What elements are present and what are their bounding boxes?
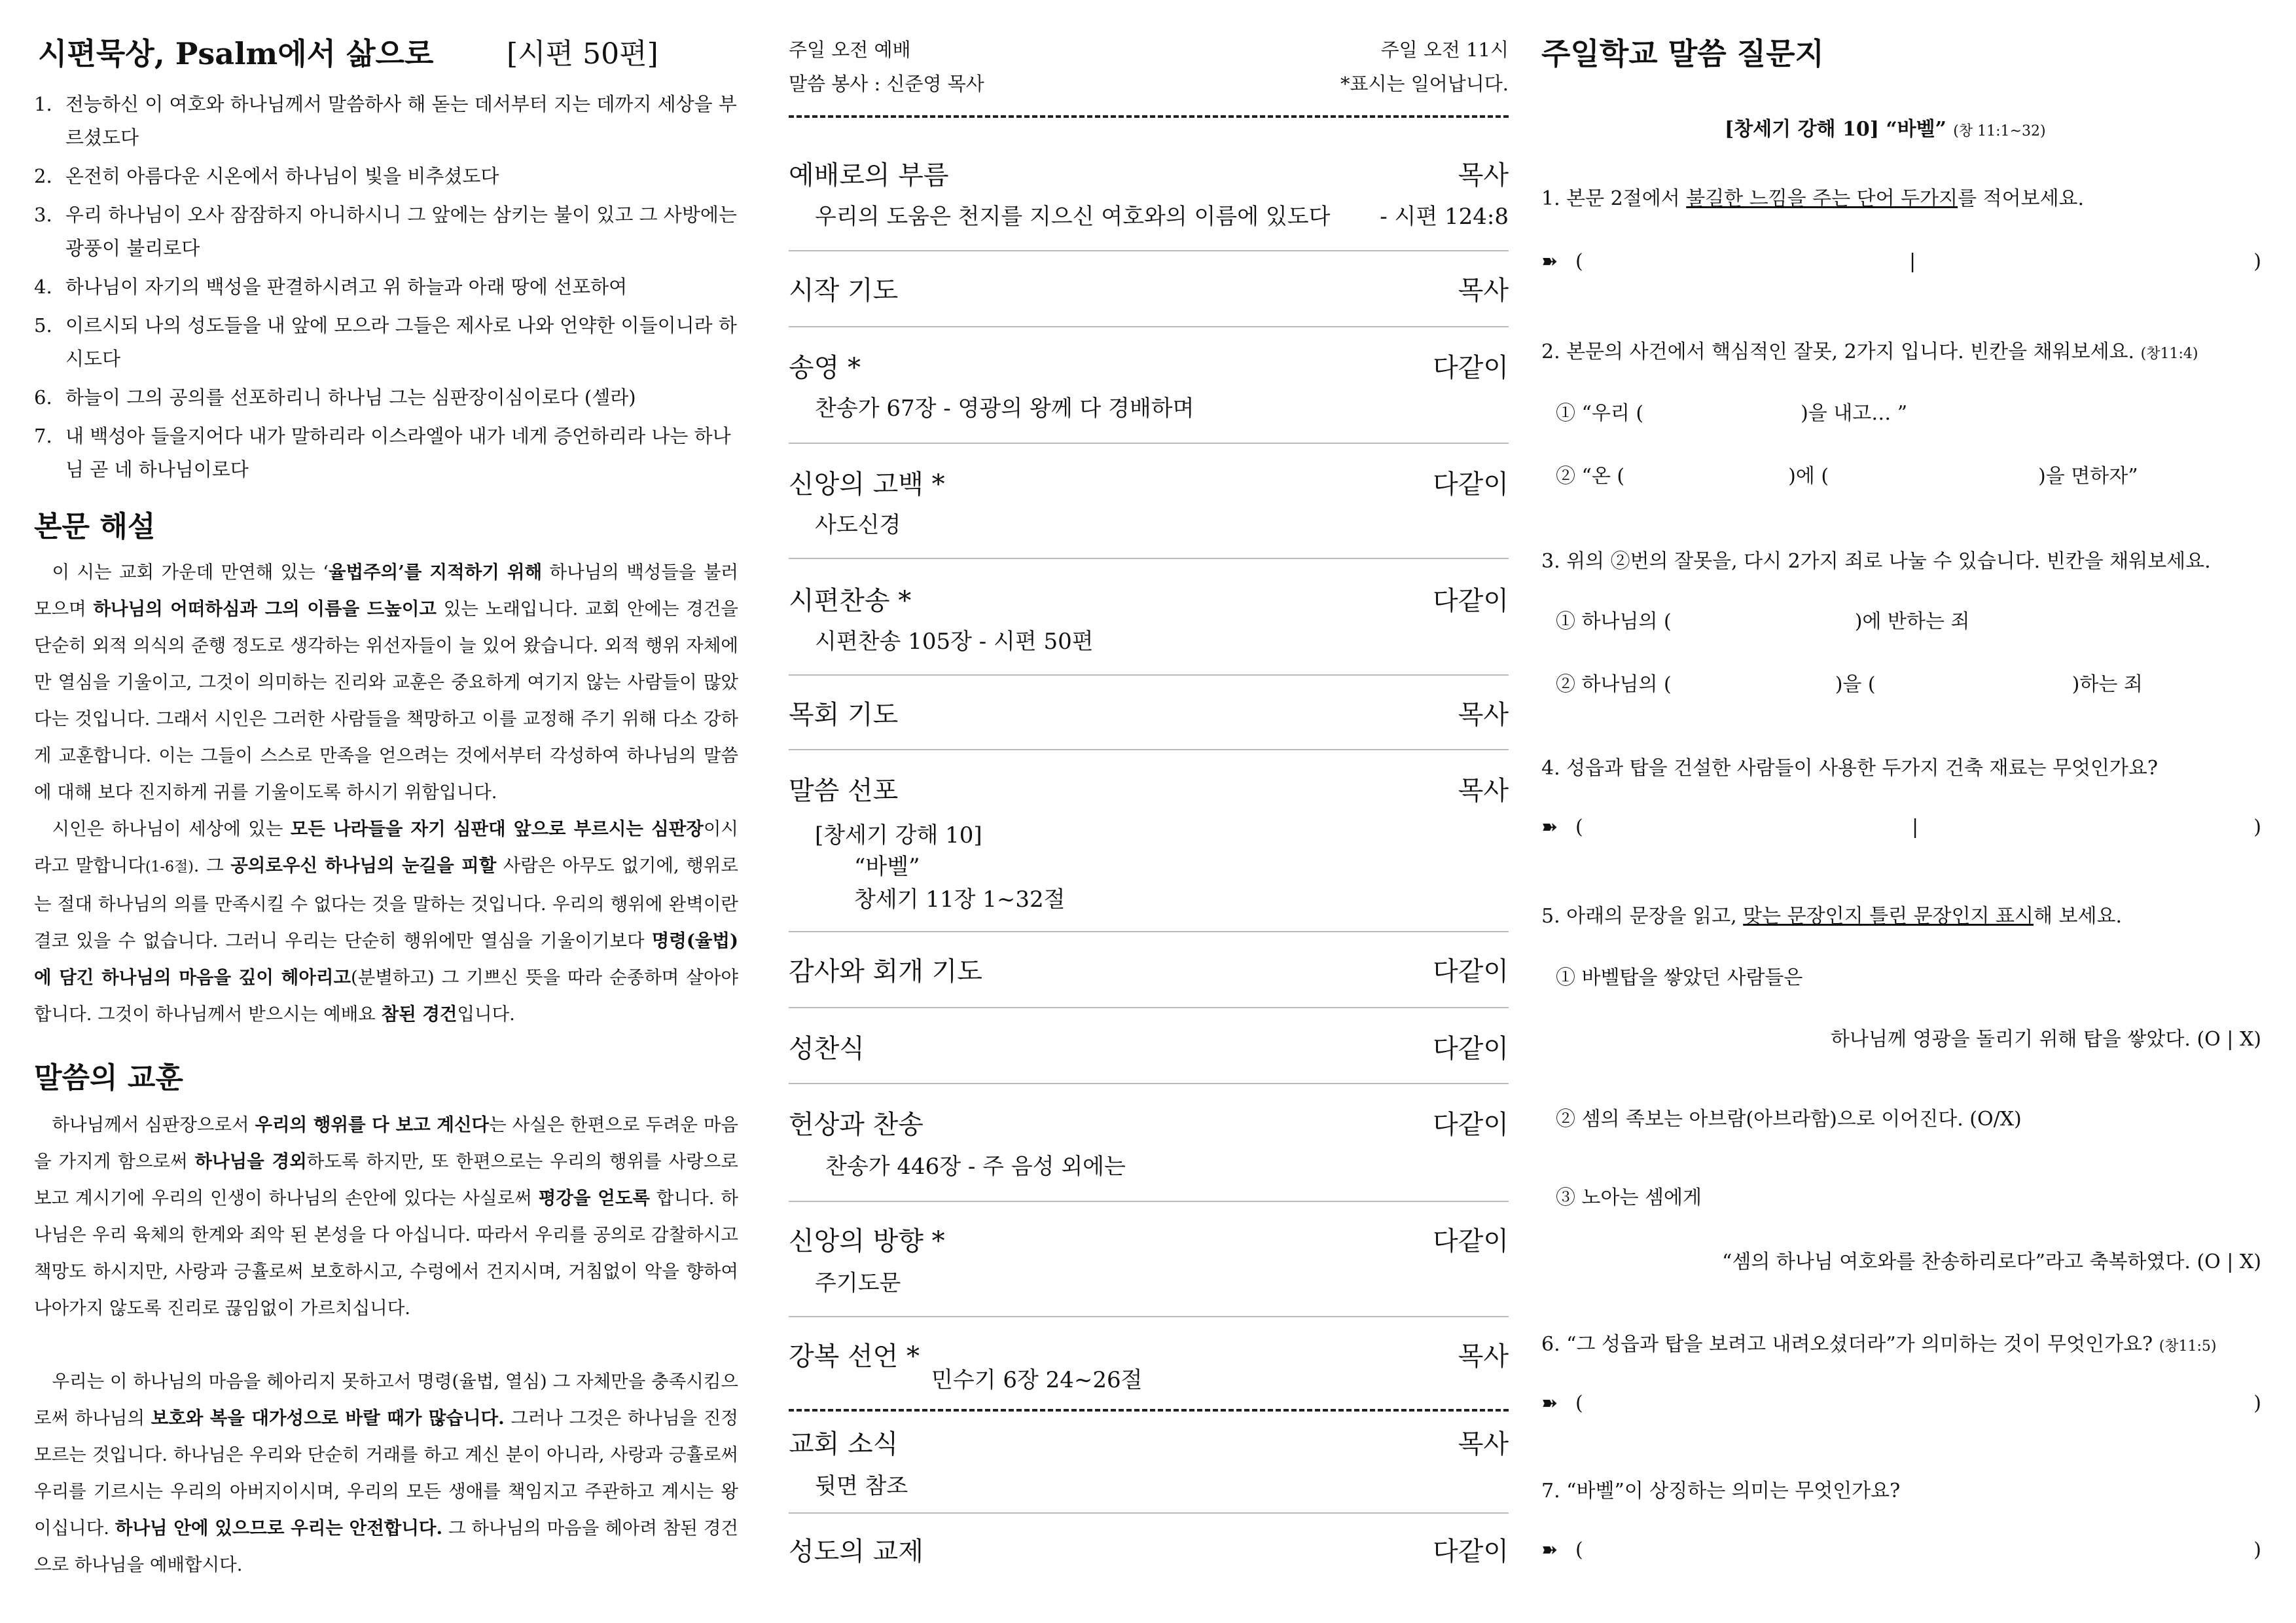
answer-line-7[interactable] — [1541, 1539, 2261, 1565]
arrow-icon: ➽ — [1541, 250, 1558, 273]
dashed-divider — [789, 115, 1509, 118]
item-role: 목사 — [1458, 276, 1509, 306]
open-paren: ( — [1575, 1392, 1583, 1415]
text-run: 있는 노래입니다. 교회 안에는 경건을 단순히 외적 의식의 준행 정도로 생각하는 위선자들이 늘 있어 왔습니다. 외적 행위 자체에만 열심을 기울이고, 그것이 의미하는 진리와 교훈은 중요하게 여기지 않는 사람들이 많았다는 것입니다. 그래서 시인은 그러한 사람들을 책망하고 이를 교정해 주기 위해 다소 강하게 교훈합니다. 이는 그들이 스스로 만족을 얻으려는 것에서부터 각성하여 하나님의 말씀에 대해 보다 진지하게 귀를 기울이도록 하시기 위함입니다. — [34, 598, 738, 803]
verse-item — [34, 381, 741, 414]
lesson-heading: 말씀의 교훈 — [34, 1061, 183, 1095]
text-run: )하는 죄 — [2072, 673, 2143, 696]
question-2-blank-1[interactable] — [1556, 397, 1907, 426]
service-name: 주일 오전 예배 — [789, 39, 911, 61]
verse-number: 3. — [34, 204, 52, 226]
verse-number: 5. — [34, 314, 52, 337]
emphasis-text: 명령(율법)에 담긴 하나님의 마음을 깊이 헤아리고 — [34, 930, 738, 988]
question-4: 4. 성읍과 탑을 건설한 사람들이 사용한 두가지 건축 재료는 무엇인가요? — [1541, 757, 2158, 780]
item-divider — [789, 1512, 1509, 1514]
question-3: 3. 위의 ②번의 잘못을, 다시 2가지 죄로 나눌 수 있습니다. 빈칸을 채워보세요. — [1541, 550, 2211, 573]
item-detail: 민수기 6장 24~26절 — [931, 1367, 1143, 1393]
item-role: 목사 — [1458, 1341, 1509, 1372]
item-divider — [789, 1316, 1509, 1317]
item-role: 목사 — [1458, 700, 1509, 730]
item-role: 목사 — [1458, 1429, 1509, 1459]
text-run: 이 시는 교회 가운데 만연해 있는 ‘ — [52, 562, 329, 583]
question-7: 7. “바벨”이 상징하는 의미는 무엇인가요? — [1541, 1480, 1901, 1503]
item-role: 다같이 — [1433, 1537, 1509, 1567]
text-run: 그 하나님의 마음을 헤아려 참된 경건으로 하나님을 예배합시다. — [34, 1518, 738, 1575]
lesson-paragraph-2 — [34, 1363, 738, 1583]
item-divider — [789, 443, 1509, 444]
item-divider — [789, 250, 1509, 251]
exposition-paragraph-2 — [34, 811, 738, 1032]
answer-line-1[interactable] — [1541, 250, 2261, 276]
verse-number: 7. — [34, 425, 52, 447]
text-run: )을 면하자” — [2038, 465, 2138, 488]
verse-item — [34, 420, 741, 486]
text-run: 시인은 하나님이 세상에 있는 — [52, 818, 291, 839]
verse-range-note: (1-6절) — [145, 859, 194, 875]
item-divider — [789, 931, 1509, 932]
text-run: 합니다. 하나님은 우리 육체의 한계와 죄악 된 본성을 다 아십니다. 따라서 우리를 공의로 감찰하시고 책망도 하시지만, 사랑과 긍휼로써 보호하시고, 수렁에서 건지시며, 거침없이 악을 향하여 나아가지 않도록 진리로 끊임없이 가르치십니다. — [34, 1188, 738, 1319]
service-time: 주일 오전 11시 — [1380, 39, 1509, 61]
item-detail: 시편찬송 105장 - 시편 50편 — [815, 629, 1094, 655]
verse-item — [34, 270, 741, 304]
text-run: 5. 아래의 문장을 읽고, — [1541, 905, 1744, 928]
psalm-meditation-column — [34, 0, 741, 1623]
verse-list — [34, 88, 741, 492]
text-run: 2. 본문의 사건에서 핵심적인 잘못, 2가지 입니다. 빈칸을 채워보세요. — [1541, 340, 2135, 363]
verse-number: 6. — [34, 386, 52, 409]
emphasis-text: 하나님 안에 있으므로 우리는 안전합니다. — [115, 1518, 443, 1539]
item-role: 다같이 — [1433, 353, 1509, 383]
verse-text: 우리 하나님이 오사 잠잠하지 아니하시니 그 앞에는 삼키는 불이 있고 그 사방에는 광풍이 불리로다 — [65, 204, 737, 259]
close-paren: ) — [2253, 816, 2261, 839]
statement-1-line-2[interactable]: 하나님께 영광을 돌리기 위해 탑을 쌓았다. (O | X) — [1831, 1028, 2261, 1051]
item-title-offering-hymn: 헌상과 찬송 — [789, 1110, 924, 1140]
item-role: 다같이 — [1433, 469, 1509, 500]
text-run: ② “온 ( — [1556, 465, 1625, 488]
item-detail: 사도신경 — [815, 512, 901, 538]
question-reference: (창11:5) — [2159, 1338, 2217, 1355]
item-title-church-news: 교회 소식 — [789, 1429, 899, 1459]
divider-bar: | — [1909, 250, 1916, 273]
item-title-direction-of-faith: 신앙의 방향 * — [789, 1226, 945, 1256]
answer-line-6[interactable] — [1541, 1392, 2261, 1418]
statement-2[interactable]: ② 셈의 족보는 아브람(아브라함)으로 이어진다. (O/X) — [1556, 1108, 2022, 1131]
text-run: 우리는 이 하나님의 마음을 헤아리지 못하고서 명령(율법, 열심) 그 자체만을 충족시킴으로써 하나님의 — [34, 1371, 738, 1429]
item-role: 다같이 — [1433, 1226, 1509, 1256]
text-run: (분별하고) 그 기쁘신 뜻을 따라 순종하며 살아야 합니다. 그것이 하나님께서 받으시는 예배요 — [34, 967, 739, 1025]
order-of-worship-column — [789, 0, 1509, 1623]
verse-text: 하늘이 그의 공의를 선포하리니 하나님 그는 심판장이심이로다 (셀라) — [65, 386, 636, 409]
verse-text: 하나님이 자기의 백성을 판결하시려고 위 하늘과 아래 땅에 선포하여 — [65, 276, 628, 298]
question-sheet-title: 주일학교 말씀 질문지 — [1541, 36, 1824, 71]
close-paren: ) — [2253, 250, 2261, 273]
preacher: 말씀 봉사 : 신준영 목사 — [789, 73, 984, 95]
text-run: 는 사실은 한편으로 두려운 마음을 가지게 함으로써 — [34, 1114, 738, 1172]
text-run: 하나님의 백성들을 불러 모으며 — [34, 562, 738, 619]
answer-line-4[interactable] — [1541, 816, 2261, 842]
text-run: )을 내고… ” — [1801, 402, 1908, 425]
verse-item — [34, 160, 741, 193]
dashed-divider — [789, 1409, 1509, 1412]
text-run: ① 하나님의 ( — [1556, 610, 1672, 633]
item-title-psalm-hymn: 시편찬송 * — [789, 586, 912, 616]
underlined-text: 맞는 문장인지 틀린 문장인지 표시 — [1743, 905, 2034, 928]
psalm-reference: [시편 50편] — [507, 37, 658, 71]
text-run: 하도록 하지만, 또 한편으로는 우리의 행위를 사랑으로 보고 계시기에 우리의 인생이 하나님의 손안에 있다는 사실로써 — [34, 1151, 738, 1209]
question-6 — [1541, 1328, 2217, 1357]
verse-number: 1. — [34, 93, 52, 115]
item-title-confession: 신앙의 고백 * — [789, 469, 945, 500]
question-3-blank-2[interactable] — [1556, 668, 2143, 697]
subtitle-text: [창세기 강해 10] “바벨” — [1725, 118, 1946, 141]
sermon-series: [창세기 강해 10] — [815, 822, 982, 848]
statement-1-line-1: ① 바벨탑을 쌓았던 사람들은 — [1556, 966, 1803, 989]
item-title-communion: 성찬식 — [789, 1034, 865, 1064]
item-detail: 찬송가 67장 - 영광의 왕께 다 경배하며 — [815, 395, 1194, 422]
text-run: ① “우리 ( — [1556, 402, 1644, 425]
item-divider — [789, 674, 1509, 676]
emphasis-text: 하나님을 경외 — [194, 1151, 307, 1172]
text-run: 6. “그 성읍과 탑을 보려고 내려오셨더라”가 의미하는 것이 무엇인가요? — [1541, 1333, 2153, 1356]
sermon-title: “바벨” — [854, 854, 920, 880]
open-paren: ( — [1575, 250, 1583, 273]
item-detail: 주기도문 — [815, 1270, 901, 1296]
text-run: ② 하나님의 ( — [1556, 673, 1672, 696]
item-role: 다같이 — [1433, 957, 1509, 987]
question-2 — [1541, 335, 2198, 364]
item-detail-reference: - 시편 124:8 — [1380, 204, 1509, 230]
verse-text: 전능하신 이 여호와 하나님께서 말씀하사 해 돋는 데서부터 지는 데까지 세상을 부르셨도다 — [65, 93, 737, 149]
item-title-pastoral-prayer: 목회 기도 — [789, 700, 899, 730]
open-paren: ( — [1575, 1539, 1583, 1561]
item-title-fellowship: 성도의 교제 — [789, 1537, 924, 1567]
item-role: 다같이 — [1433, 586, 1509, 616]
item-divider — [789, 1007, 1509, 1008]
item-title-call-to-worship: 예배로의 부름 — [789, 160, 949, 191]
item-detail: 뒷면 참조 — [815, 1473, 908, 1499]
verse-text: 온전히 아름다운 시온에서 하나님이 빛을 비추셨도다 — [65, 165, 499, 187]
close-paren: ) — [2253, 1392, 2261, 1415]
arrow-icon: ➽ — [1541, 1392, 1558, 1415]
item-title-sermon: 말씀 선포 — [789, 776, 899, 806]
emphasis-text: 율법주의’를 지적하기 위해 — [328, 562, 543, 583]
question-5 — [1541, 900, 2122, 928]
text-run: 그러나 그것은 하나님을 진정 모르는 것입니다. 하나님은 우리와 단순히 거래를 하고 계신 분이 아니라, 사랑과 긍휼로써 우리를 기르시는 우리의 아버지이시며, 우리의 모든 생애를 책임지고 주관하고 계시는 왕이십니다. — [34, 1408, 738, 1539]
verse-item — [34, 198, 741, 265]
item-role: 다같이 — [1433, 1034, 1509, 1064]
question-sheet-column — [1541, 0, 2261, 1623]
item-title-opening-prayer: 시작 기도 — [789, 276, 899, 306]
question-3-blank-1[interactable] — [1556, 605, 1969, 634]
verse-item — [34, 88, 741, 155]
open-paren: ( — [1575, 816, 1583, 839]
text-run: )에 ( — [1788, 465, 1829, 488]
item-divider — [789, 1083, 1509, 1084]
close-paren: ) — [2253, 1539, 2261, 1561]
text-run: )을 ( — [1835, 673, 1876, 696]
text-run: )에 반하는 죄 — [1854, 610, 1970, 633]
statement-3-line-2[interactable]: “셈의 하나님 여호와를 찬송하리로다”라고 축복하였다. (O | X) — [1722, 1250, 2261, 1273]
question-1 — [1541, 182, 2084, 211]
stand-note: *표시는 일어납니다. — [1340, 73, 1509, 95]
subtitle-reference: (창 11:1~32) — [1953, 123, 2046, 139]
emphasis-text: 평강을 얻도록 — [538, 1188, 650, 1209]
item-divider — [789, 326, 1509, 327]
item-divider — [789, 749, 1509, 750]
exposition-paragraph-1 — [34, 554, 738, 811]
item-title-benediction: 강복 선언 * — [789, 1341, 920, 1372]
item-role: 목사 — [1458, 776, 1509, 806]
text-run: 해 보세요. — [2034, 905, 2123, 928]
lesson-paragraph-1 — [34, 1106, 738, 1326]
text-run: 1. 본문 2절에서 — [1541, 187, 1687, 210]
emphasis-text: 참된 경건 — [381, 1004, 457, 1025]
statement-3-line-1: ③ 노아는 셈에게 — [1556, 1186, 1702, 1209]
exposition-heading: 본문 해설 — [34, 510, 156, 543]
item-role: 다같이 — [1433, 1110, 1509, 1140]
item-divider — [789, 558, 1509, 559]
text-run: 입니다. — [457, 1004, 515, 1025]
item-role: 목사 — [1458, 160, 1509, 191]
emphasis-text: 하나님의 어떠하심과 그의 이름을 드높이고 — [93, 598, 437, 619]
verse-text: 이르시되 나의 성도들을 내 앞에 모으라 그들은 제사로 나와 언약한 이들이니라 하시도다 — [65, 314, 737, 370]
verse-item — [34, 309, 741, 376]
item-divider — [789, 1201, 1509, 1202]
question-reference: (창11:4) — [2140, 346, 2198, 362]
item-detail: 우리의 도움은 천지를 지으신 여호와의 이름에 있도다 — [815, 204, 1331, 230]
arrow-icon: ➽ — [1541, 1539, 1558, 1561]
emphasis-text: 보호와 복을 대가성으로 바랄 때가 많습니다. — [151, 1408, 505, 1429]
psalm-title: 시편묵상, Psalm에서 삶으로 — [38, 36, 434, 71]
arrow-icon: ➽ — [1541, 816, 1558, 839]
underlined-text: 불길한 느낌을 주는 단어 두가지 — [1686, 187, 1958, 210]
text-run: 를 적어보세요. — [1958, 187, 2085, 210]
verse-number: 2. — [34, 165, 52, 187]
verse-number: 4. — [34, 276, 52, 298]
question-sheet-subtitle — [1725, 113, 2046, 141]
question-2-blank-2[interactable] — [1556, 460, 2138, 488]
item-title-doxology: 송영 * — [789, 353, 861, 383]
item-title-thanks-repentance-prayer: 감사와 회개 기도 — [789, 957, 982, 987]
divider-bar: | — [1912, 816, 1919, 839]
text-run: 사람은 아무도 없기에, 행위로는 절대 하나님의 의를 만족시킬 수 없다는 것을 말하는 것입니다. 우리의 행위에 완벽이란 결코 있을 수 없습니다. 그러니 우리는 단순히 행위에만 열심을 기울이기보다 — [34, 855, 738, 951]
item-detail: 찬송가 446장 - 주 음성 외에는 — [825, 1154, 1126, 1180]
emphasis-text: 모든 나라들을 자기 심판대 앞으로 부르시는 심판장 — [290, 818, 704, 839]
text-run: 하나님께서 심판장으로서 — [52, 1114, 255, 1135]
emphasis-text: 공의로우신 하나님의 눈길을 피할 — [230, 855, 497, 876]
sermon-passage: 창세기 11장 1~32절 — [854, 886, 1066, 913]
text-run: 이시라고 말합니다 — [34, 818, 738, 876]
emphasis-text: 우리의 행위를 다 보고 계신다 — [255, 1114, 490, 1135]
verse-text: 내 백성아 들을지어다 내가 말하리라 이스라엘아 내가 네게 증언하리라 나는 하나님 곧 네 하나님이로다 — [65, 425, 731, 481]
text-run: . 그 — [193, 855, 231, 876]
